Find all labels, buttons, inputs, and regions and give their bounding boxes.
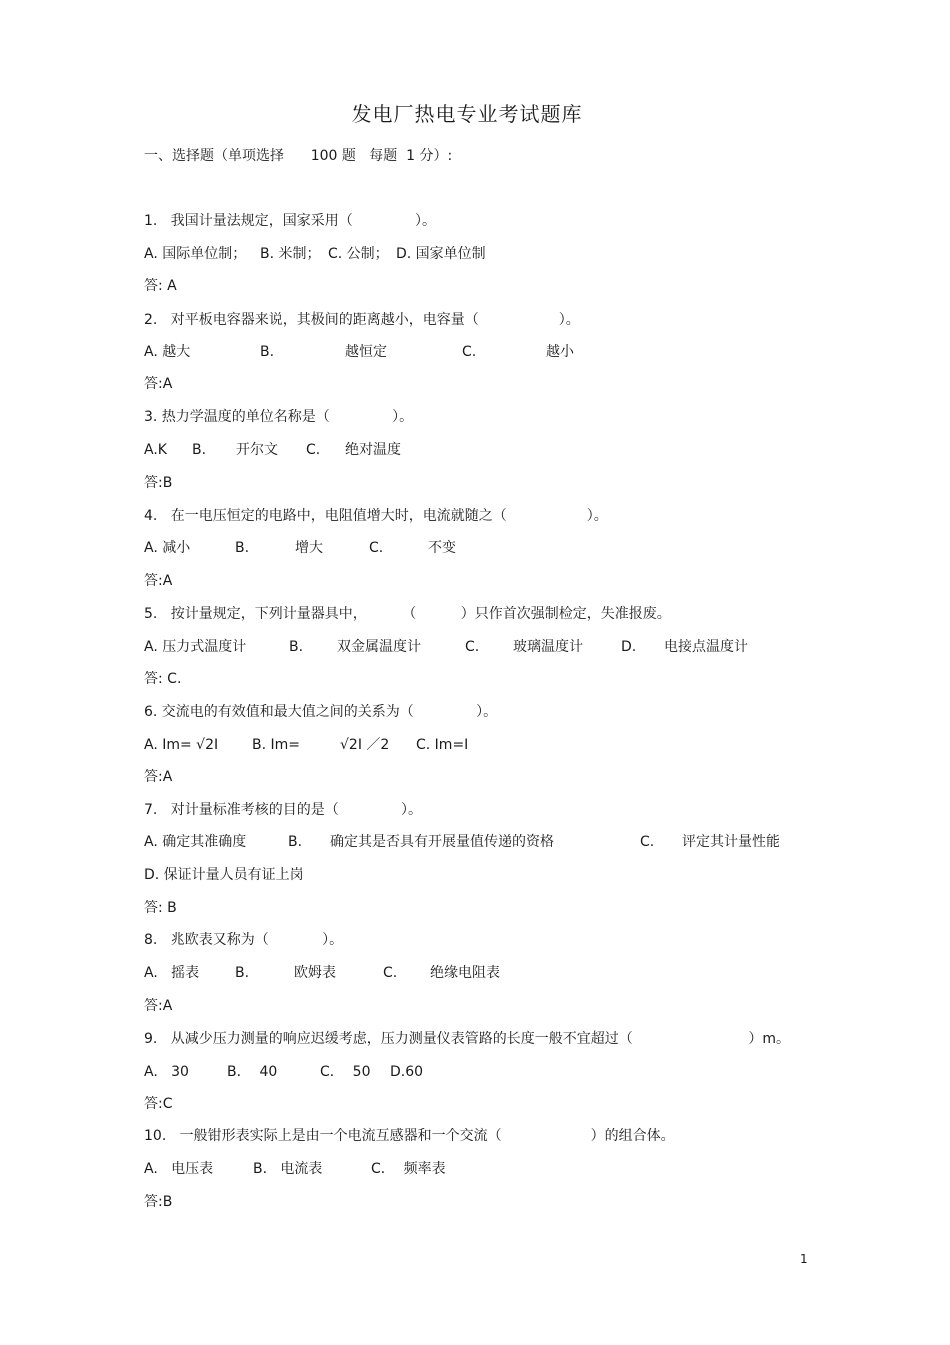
q6-option-b: B. Im= bbox=[252, 737, 301, 753]
question-1: 1. 我国计量法规定，国家采用（ ）。 bbox=[144, 213, 437, 229]
question-7: 7. 对计量标准考核的目的是（ ）。 bbox=[144, 802, 423, 818]
q5-option-d-text: 电接点温度计 bbox=[664, 639, 748, 655]
q7-option-d: D. 保证计量人员有证上岗 bbox=[144, 867, 304, 883]
q2-option-a: A. 越大 bbox=[144, 344, 191, 360]
q7-answer: 答: B bbox=[144, 900, 177, 916]
q8-answer: 答:A bbox=[144, 998, 173, 1014]
q2-option-b: B. bbox=[260, 344, 275, 360]
q9-option-c: C． 50 bbox=[320, 1064, 371, 1080]
question-4: 4. 在一电压恒定的电路中，电阻值增大时，电流就随之（ ）。 bbox=[144, 508, 608, 524]
page-number: 1 bbox=[800, 1252, 808, 1266]
q8-option-c: C. bbox=[383, 965, 398, 981]
q5-answer: 答: C. bbox=[144, 671, 182, 687]
q3-option-c: C. bbox=[306, 442, 321, 458]
q6-option-a: A. Im= √2I bbox=[144, 737, 219, 753]
q9-option-b: B． 40 bbox=[227, 1064, 278, 1080]
q6-answer: 答:A bbox=[144, 769, 173, 785]
q9-answer: 答:C bbox=[144, 1096, 173, 1112]
q6-option-c: C. Im=I bbox=[416, 737, 469, 753]
q4-option-a: A. 减小 bbox=[144, 540, 191, 556]
question-5: 5. 按计量规定，下列计量器具中， （ ）只作首次强制检定，失准报废。 bbox=[144, 606, 671, 622]
q7-option-c-text: 评定其计量性能 bbox=[682, 834, 780, 850]
page-title: 发电厂热电专业考试题库 bbox=[351, 102, 583, 126]
q10-option-a: A. 电压表 bbox=[144, 1161, 214, 1177]
q8-option-c-text: 绝缘电阻表 bbox=[430, 965, 500, 981]
question-8: 8. 兆欧表又称为（ ）。 bbox=[144, 932, 344, 948]
section-heading: 一、选择题（单项选择 100 题 每题 1 分）: bbox=[144, 148, 453, 164]
q10-option-b: B. 电流表 bbox=[253, 1161, 323, 1177]
q4-option-b-text: 增大 bbox=[295, 540, 323, 556]
question-9: 9. 从减少压力测量的响应迟缓考虑，压力测量仪表管路的长度一般不宜超过（ ）m。 bbox=[144, 1031, 791, 1047]
q3-option-c-text: 绝对温度 bbox=[345, 442, 401, 458]
q1-option-a: A. 国际单位制； bbox=[144, 246, 247, 262]
q2-option-c-text: 越小 bbox=[546, 344, 574, 360]
q5-option-a: A. 压力式温度计 bbox=[144, 639, 247, 655]
q9-option-a: A. 30 bbox=[144, 1064, 189, 1080]
q1-option-c: C. 公制； bbox=[328, 246, 389, 262]
q2-answer: 答:A bbox=[144, 376, 173, 392]
q6-option-b-text: √2I ／2 bbox=[340, 737, 390, 753]
q10-answer: 答:B bbox=[144, 1194, 173, 1210]
q4-answer: 答:A bbox=[144, 573, 173, 589]
q4-option-c-text: 不变 bbox=[428, 540, 456, 556]
q7-option-a: A. 确定其准确度 bbox=[144, 834, 247, 850]
q9-option-d: D.60 bbox=[390, 1064, 424, 1080]
q8-option-b-text: 欧姆表 bbox=[294, 965, 336, 981]
question-6: 6. 交流电的有效值和最大值之间的关系为（ ）。 bbox=[144, 704, 498, 720]
q2-option-b-text: 越恒定 bbox=[345, 344, 387, 360]
q5-option-c: C. bbox=[465, 639, 480, 655]
q3-option-b: B. bbox=[192, 442, 207, 458]
q3-answer: 答:B bbox=[144, 475, 173, 491]
q3-option-a: A.K bbox=[144, 442, 167, 458]
q7-option-c: C. bbox=[640, 834, 655, 850]
q5-option-b-text: 双金属温度计 bbox=[337, 639, 421, 655]
question-10: 10. 一般钳形表实际上是由一个电流互感器和一个交流（ ）的组合体。 bbox=[144, 1128, 675, 1144]
q1-option-d: D. 国家单位制 bbox=[396, 246, 486, 262]
q7-option-b-text: 确定其是否具有开展量值传递的资格 bbox=[330, 834, 554, 850]
q1-answer: 答: A bbox=[144, 278, 177, 294]
q4-option-b: B. bbox=[235, 540, 250, 556]
q5-option-c-text: 玻璃温度计 bbox=[513, 639, 583, 655]
q10-option-c: C． 频率表 bbox=[371, 1161, 446, 1177]
q8-option-b: B. bbox=[235, 965, 250, 981]
q4-option-c: C. bbox=[369, 540, 384, 556]
q5-option-b: B. bbox=[289, 639, 304, 655]
q5-option-d: D. bbox=[621, 639, 637, 655]
q7-option-b: B. bbox=[288, 834, 303, 850]
q1-option-b: B. 米制； bbox=[260, 246, 321, 262]
q8-option-a: A. 摇表 bbox=[144, 965, 200, 981]
question-3: 3. 热力学温度的单位名称是（ ）。 bbox=[144, 409, 414, 425]
q2-option-c: C. bbox=[462, 344, 477, 360]
q3-option-b-text: 开尔文 bbox=[236, 442, 278, 458]
question-2: 2. 对平板电容器来说，其极间的距离越小，电容量（ ）。 bbox=[144, 312, 580, 328]
